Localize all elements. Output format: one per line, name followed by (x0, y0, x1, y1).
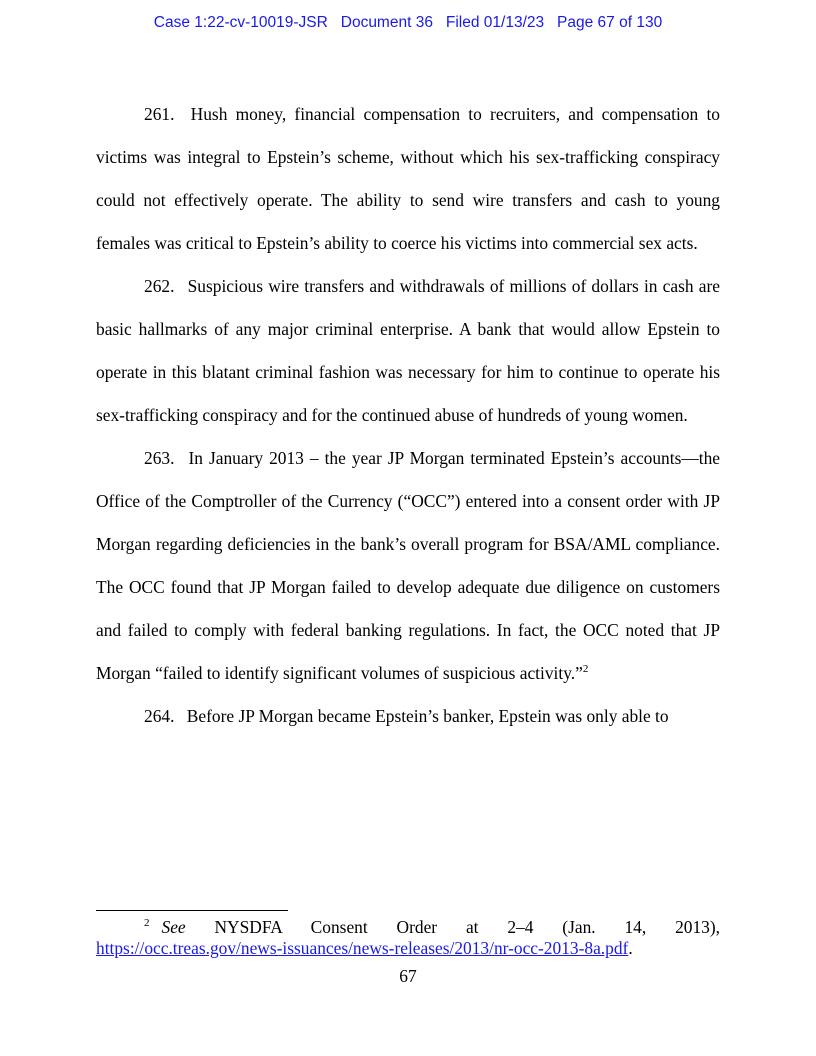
paragraph-261 (96, 93, 720, 265)
footnote-signal: See (161, 917, 186, 937)
footnote-url-link[interactable]: https://occ.treas.gov/news-issuances/news-releases/2013/nr-occ-2013-8a.pdf (96, 938, 629, 958)
page-number: 67 (399, 966, 417, 986)
footnote-citation: NYSDFA Consent Order at 2–4 (Jan. 14, 2013), (214, 917, 720, 937)
paragraph-number: 262. (144, 276, 175, 296)
filed-date: Filed 01/13/23 (445, 14, 545, 31)
footnote-citation-line (96, 917, 720, 938)
footnote-reference[interactable]: 2 (582, 663, 589, 675)
paragraph-number: 264. (144, 706, 175, 726)
paragraph-262 (96, 265, 720, 437)
paragraph-number: 261. (144, 104, 175, 124)
paragraph-264 (96, 695, 720, 738)
paragraph-text: Hush money, financial compensation to recruiters, and compensation to victims was integral to Epstein’s scheme, without which his sex-trafficking conspiracy could not effectively operate. The ability to send wire transfers and cash to young females was critical to Epstein’s ability to coerce his victims into commercial sex acts. (96, 104, 720, 253)
paragraph-text: Suspicious wire transfers and withdrawals of millions of dollars in cash are basic hallmarks of any major criminal enterprise. A bank that would allow Epstein to operate in this blatant criminal fashion was necessary for him to continue to operate his sex-trafficking conspiracy and for the continued abuse of hundreds of young women. (96, 276, 720, 425)
footnote-mark: 2 (144, 917, 150, 929)
page-of-total: Page 67 of 130 (557, 14, 663, 31)
footnote-trailing: . (628, 938, 633, 958)
footnote-divider (96, 910, 288, 911)
body-text (96, 93, 720, 738)
paragraph-number: 263. (144, 448, 175, 468)
case-header (0, 14, 816, 32)
paragraph-text: In January 2013 – the year JP Morgan terminated Epstein’s accounts—the Office of the Comptroller of the Currency (“OCC”) entered into a consent order with JP Morgan regarding deficiencies in the bank’s overall program for BSA/AML compliance. The OCC found that JP Morgan failed to develop adequate due diligence on customers and failed to comply with federal banking regulations. In fact, the OCC noted that JP Morgan “failed to identify significant volumes of suspicious activity.” (96, 448, 720, 683)
document-number: Document 36 (340, 14, 433, 31)
footnote-link-line (96, 938, 720, 959)
paragraph-263 (96, 437, 720, 695)
case-number: Case 1:22-cv-10019-JSR (153, 14, 328, 31)
footnote (96, 917, 720, 959)
paragraph-text: Before JP Morgan became Epstein’s banker, Epstein was only able to (186, 706, 669, 726)
